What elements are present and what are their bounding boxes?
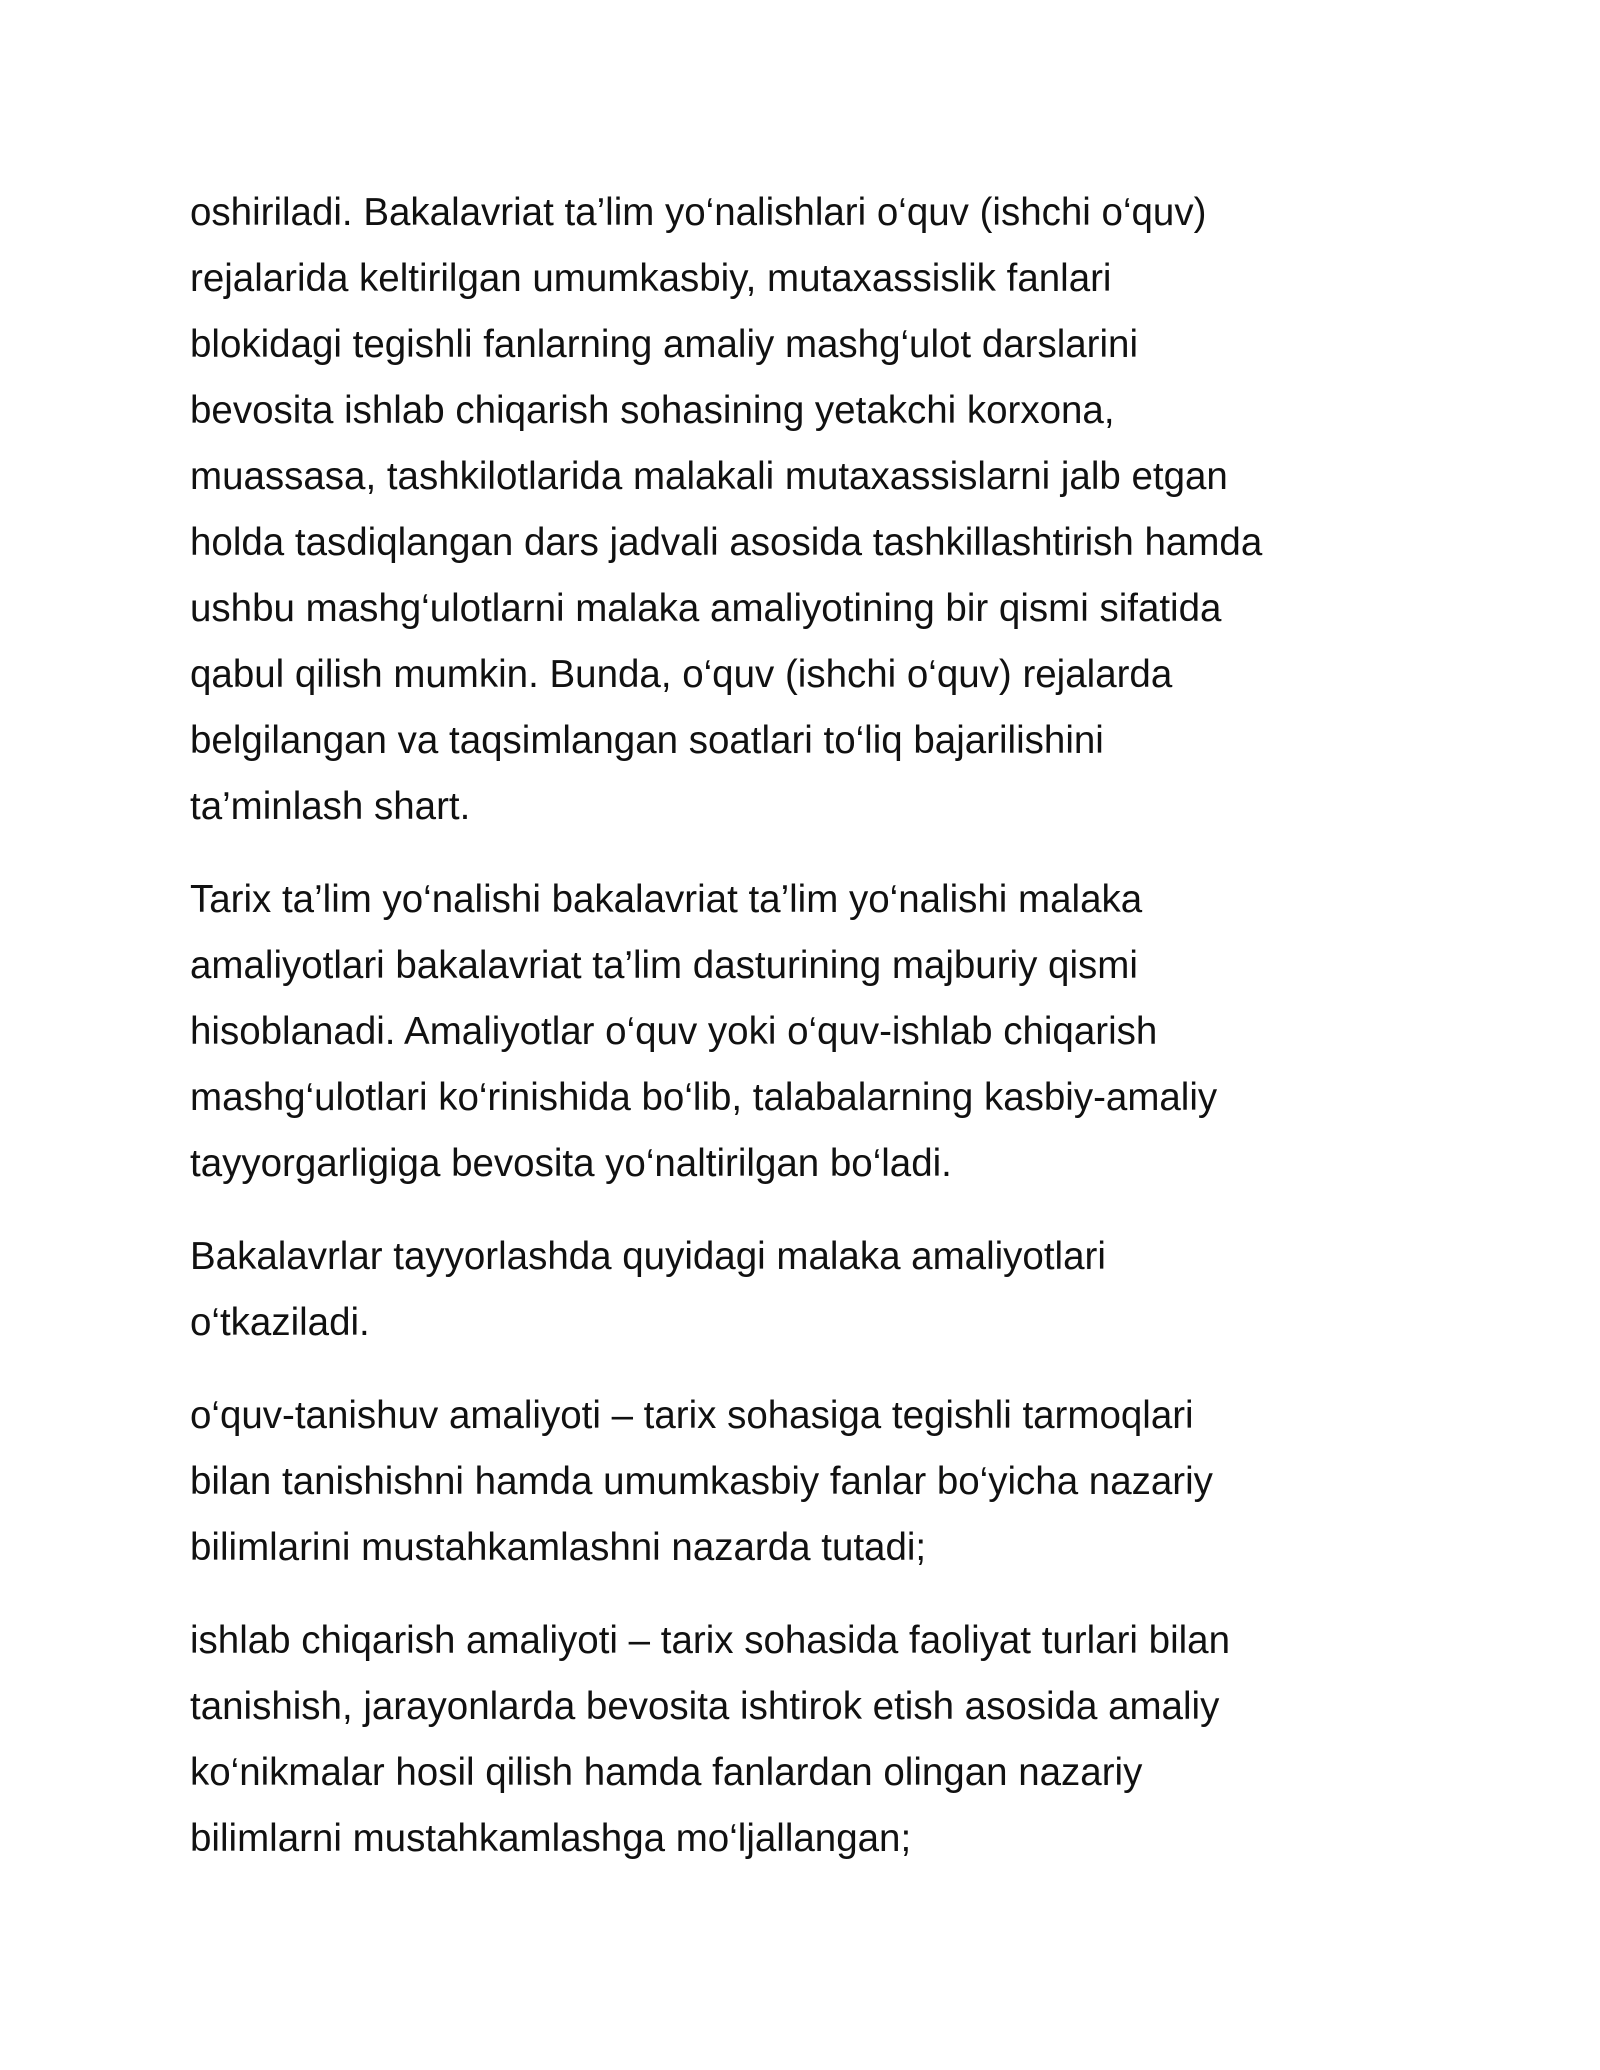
- text-line: hisoblanadi. Amaliyotlar o‘quv yoki o‘quv-ishlab chiqarish: [190, 1010, 1158, 1053]
- text-line: bevosita ishlab chiqarish sohasining yetakchi korxona,: [190, 389, 1115, 432]
- text-line: mashg‘ulotlari ko‘rinishida bo‘lib, talabalarning kasbiy-amaliy: [190, 1076, 1218, 1119]
- text-line: belgilangan va taqsimlangan soatlari to‘liq bajarilishini: [190, 719, 1104, 762]
- text-line: amaliyotlari bakalavriat ta’lim dasturining majburiy qismi: [190, 944, 1138, 987]
- text-line: ta’minlash shart.: [190, 785, 471, 828]
- paragraph-1: [190, 180, 1410, 840]
- text-line: bilan tanishishni hamda umumkasbiy fanlar bo‘yicha nazariy: [190, 1460, 1213, 1503]
- text-line: qabul qilish mumkin. Bunda, o‘quv (ishchi o‘quv) rejalarda: [190, 653, 1173, 696]
- text-line: ushbu mashg‘ulotlarni malaka amaliyotining bir qismi sifatida: [190, 587, 1222, 630]
- text-line: Bakalavrlar tayyorlashda quyidagi malaka amaliyotlari: [190, 1235, 1106, 1278]
- paragraph-2: [190, 867, 1410, 1197]
- text-line: Tarix ta’lim yo‘nalishi bakalavriat ta’lim yo‘nalishi malaka: [190, 878, 1143, 921]
- text-line: o‘tkaziladi.: [190, 1301, 370, 1344]
- document-body: [190, 180, 1410, 1899]
- text-line: oshiriladi. Bakalavriat ta’lim yo‘nalishlari o‘quv (ishchi o‘quv): [190, 191, 1207, 234]
- text-line: bilimlarini mustahkamlashni nazarda tutadi;: [190, 1526, 927, 1569]
- text-line: rejalarida keltirilgan umumkasbiy, mutaxassislik fanlari: [190, 257, 1112, 300]
- text-line: ishlab chiqarish amaliyoti – tarix sohasida faoliyat turlari bilan: [190, 1619, 1231, 1662]
- text-line: blokidagi tegishli fanlarning amaliy mashg‘ulot darslarini: [190, 323, 1139, 366]
- text-line: ko‘nikmalar hosil qilish hamda fanlardan olingan nazariy: [190, 1751, 1143, 1794]
- text-line: tayyorgarligiga bevosita yo‘naltirilgan bo‘ladi.: [190, 1142, 952, 1185]
- text-line: bilimlarni mustahkamlashga mo‘ljallangan;: [190, 1817, 912, 1860]
- text-line: o‘quv-tanishuv amaliyoti – tarix sohasiga tegishli tarmoqlari: [190, 1394, 1194, 1437]
- paragraph-4: [190, 1383, 1410, 1581]
- text-line: tanishish, jarayonlarda bevosita ishtirok etish asosida amaliy: [190, 1685, 1220, 1728]
- paragraph-3: [190, 1224, 1410, 1356]
- paragraph-5: [190, 1608, 1410, 1872]
- text-line: holda tasdiqlangan dars jadvali asosida tashkillashtirish hamda: [190, 521, 1263, 564]
- text-line: muassasa, tashkilotlarida malakali mutaxassislarni jalb etgan: [190, 455, 1228, 498]
